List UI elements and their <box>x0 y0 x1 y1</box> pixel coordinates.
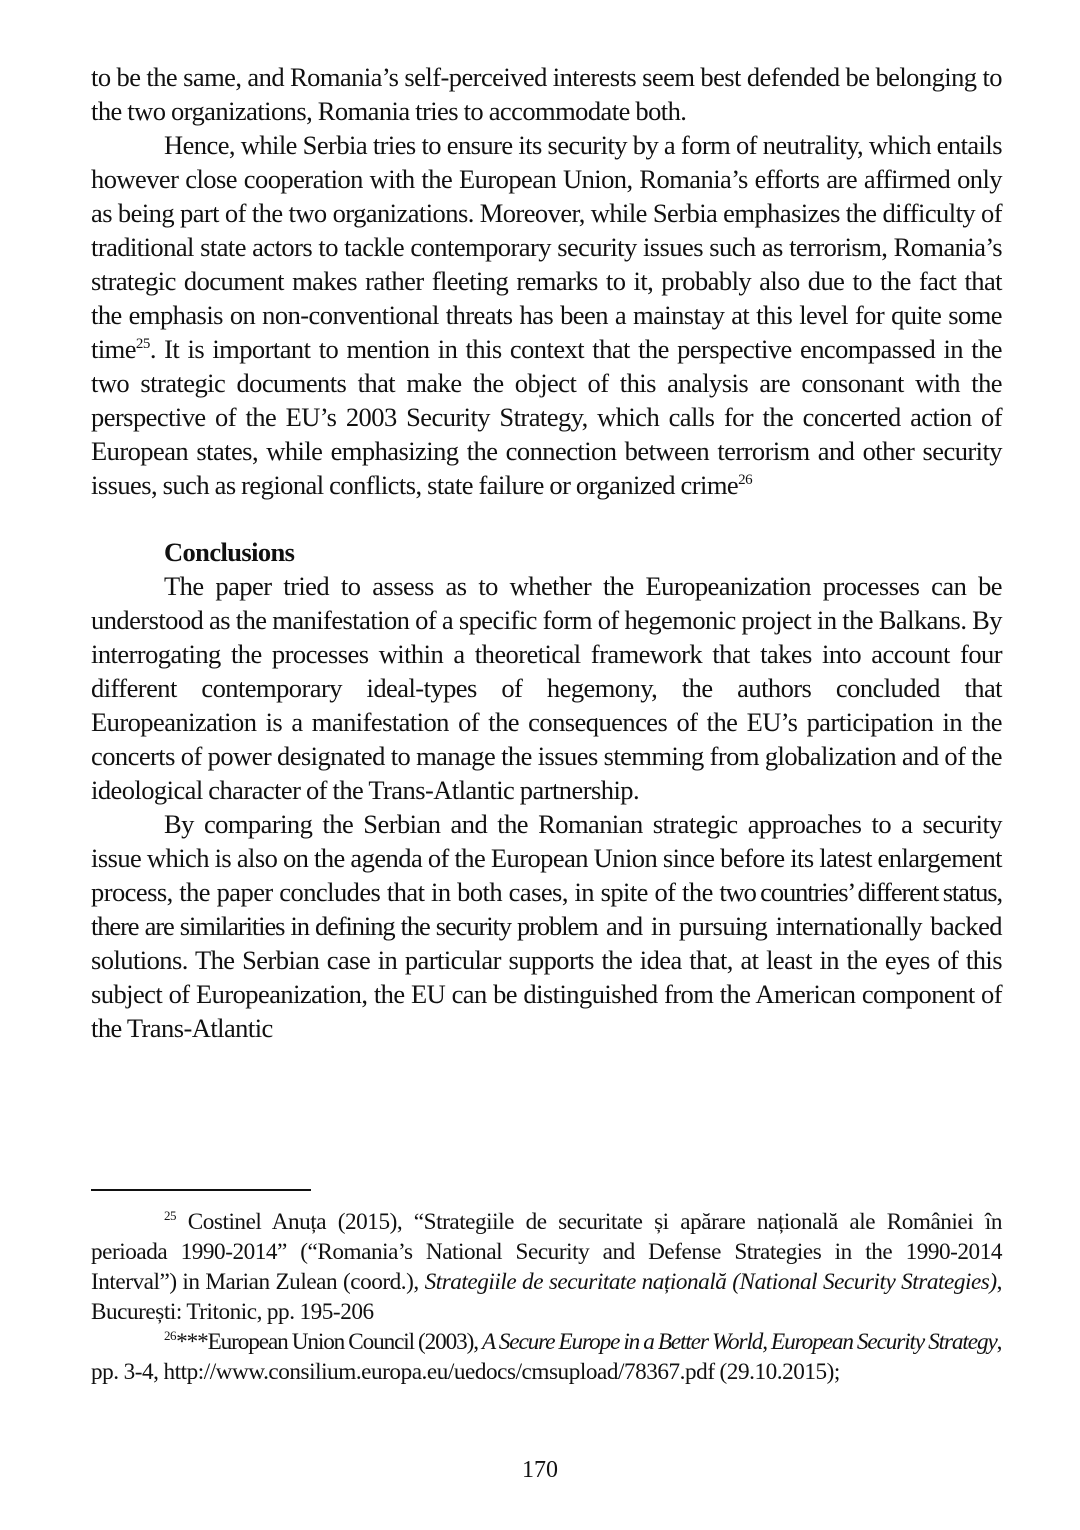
paragraph-conclusions-2 <box>91 807 1002 1045</box>
footnote-ref-25[interactable]: 25 <box>135 336 150 352</box>
footnote-marker: 26 <box>164 1328 177 1343</box>
paragraph-text-condensed: two countries’ different status, there are similarities in defining the security problem <box>91 877 1002 941</box>
paragraph-text: Hence, while Serbia tries to ensure its security by a form of neutrality, which entails however close cooperation with the European Union, Romania’s efforts are affirmed only as being part of the two organizations. Moreover, while Serbia emphasizes the difficulty of traditional state actors to tackle contemporary security issues such as terrorism, Romania’s strategic document makes rather fleeting remarks to it, probably also due to the fact that the emphasis on non-conventional threats has been a mainstay at this level for quite some time <box>91 130 1002 364</box>
footnote-25 <box>91 1207 1002 1327</box>
footnote-url-link[interactable]: http://www.consilium.europa.eu/uedocs/cmsupload/78367.pdf <box>163 1359 715 1385</box>
footnote-marker: 25 <box>164 1208 177 1223</box>
footnote-text: , pp. 3-4, <box>91 1329 1002 1385</box>
footnote-26 <box>91 1327 1002 1387</box>
footnotes <box>91 1207 1002 1387</box>
footnote-separator <box>91 1189 311 1191</box>
paragraph-text: and in pursuing internationally backed solutions. The Serbian case in particular supports the idea that, at least in the eyes of this subject of Europeanization, the EU can be distinguished from the American component of the Trans-Atlantic <box>91 911 1003 1043</box>
paragraph-text: By comparing the Serbian and the Romanian strategic approaches to a security issue which is also on the agenda of the European Union since before its latest enlargement process, the paper concludes that in both cases, in spite of the <box>91 809 1002 907</box>
page-body <box>91 60 1002 1045</box>
footnote-text: (29.10.2015); <box>714 1359 840 1385</box>
footnote-ref-26[interactable]: 26 <box>738 472 753 488</box>
footnote-text: ***European Union Council (2003), <box>176 1329 483 1355</box>
footnote-text: Costinel Anuța (2015), “Strategiile de securitate și apărare națională ale României în perioada 1990-2014” (“Romania’s National Security and Defense Strategies in the 1990-2014 Interval”) in Marian Zulean (coord.), <box>91 1209 1002 1295</box>
section-heading-conclusions: Conclusions <box>164 537 295 567</box>
paragraph-serbia-romania <box>91 128 1002 502</box>
footnote-title-italic: A Secure Europe in a Better World, European Security Strategy <box>482 1329 997 1355</box>
main-text <box>91 60 1002 1045</box>
paragraph-text: . It is important to mention in this context that the perspective encompassed in the two strategic documents that make the object of this analysis are consonant with the perspective of the EU’s 2003 Security Strategy, which calls for the concerted action of European states, while emphasizing the connection between terrorism and other security issues, such as regional conflicts, state failure or organized crime <box>91 334 1002 500</box>
paragraph-continuation: to be the same, and Romania’s self-perceived interests seem best defended be belonging to the two organizations, Romania tries to accommodate both. <box>91 62 1002 126</box>
page-number: 170 <box>522 1457 558 1483</box>
paragraph-conclusions-1: The paper tried to assess as to whether the Europeanization processes can be understood as the manifestation of a specific form of hegemonic project in the Balkans. By interrogating the processes within a theoretical framework that takes into account four different contemporary ideal-types of hegemony, the authors concluded that Europeanization is a manifestation of the consequences of the EU’s participation in the concerts of power designated to manage the issues stemming from globalization and of the ideological character of the Trans-Atlantic partnership. <box>91 571 1002 805</box>
footnote-text: , București: Tritonic, pp. 195-206 <box>91 1269 1002 1325</box>
footnote-title-italic: Strategiile de securitate națională (National Security Strategies) <box>424 1269 997 1295</box>
